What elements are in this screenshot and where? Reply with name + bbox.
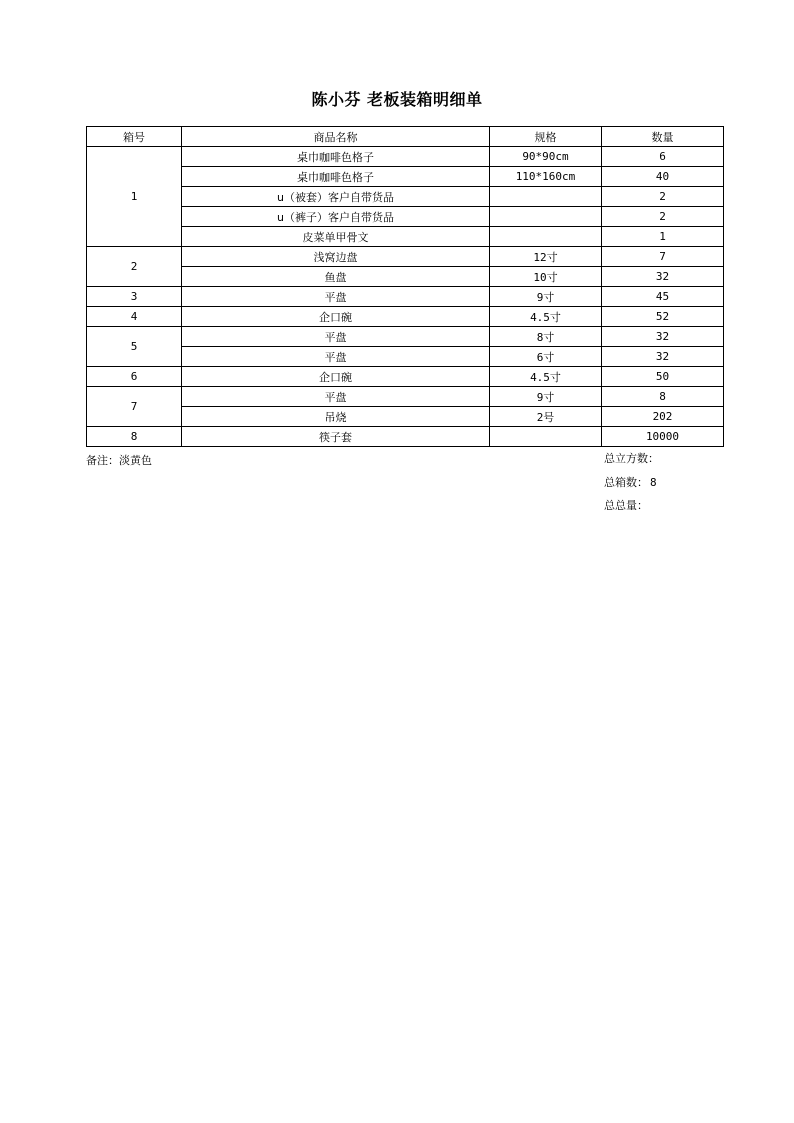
product-name-cell: 吊烧 <box>182 407 490 427</box>
spec-cell: 4.5寸 <box>490 367 602 387</box>
product-name-cell: 筷子套 <box>182 427 490 447</box>
table-row <box>87 267 724 287</box>
quantity-cell: 10000 <box>602 427 724 447</box>
document-title: 陈小芬 老板装箱明细单 <box>311 90 483 109</box>
product-name-cell: u（被套）客户自带货品 <box>182 187 490 207</box>
product-name-cell: 浅窝边盘 <box>182 247 490 267</box>
spec-cell: 2号 <box>490 407 602 427</box>
table-header-row <box>87 127 724 147</box>
spec-cell <box>490 187 602 207</box>
spec-cell: 90*90cm <box>490 147 602 167</box>
spec-cell: 9寸 <box>490 387 602 407</box>
product-name-cell: 企口碗 <box>182 367 490 387</box>
box-number-cell: 7 <box>87 387 182 427</box>
table-row <box>87 227 724 247</box>
box-number-cell: 1 <box>87 147 182 247</box>
header-spec: 规格 <box>490 127 602 147</box>
table-row <box>87 327 724 347</box>
total-boxes-label: 总箱数： <box>604 476 648 489</box>
box-number-cell: 2 <box>87 247 182 287</box>
remark <box>86 452 152 468</box>
remark-value: 淡黄色 <box>119 454 152 467</box>
quantity-cell: 7 <box>602 247 724 267</box>
total-boxes <box>604 474 657 490</box>
quantity-cell: 2 <box>602 207 724 227</box>
table-row <box>87 367 724 387</box>
table-row <box>87 347 724 367</box>
table-row <box>87 187 724 207</box>
spec-cell <box>490 207 602 227</box>
total-volume <box>604 450 661 466</box>
total-weight-label: 总总量： <box>604 499 648 512</box>
table-row <box>87 287 724 307</box>
product-name-cell: 皮菜单甲骨文 <box>182 227 490 247</box>
quantity-cell: 40 <box>602 167 724 187</box>
table-row <box>87 407 724 427</box>
product-name-cell: 鱼盘 <box>182 267 490 287</box>
table-row <box>87 167 724 187</box>
box-number-cell: 3 <box>87 287 182 307</box>
quantity-cell: 32 <box>602 347 724 367</box>
spec-cell: 10寸 <box>490 267 602 287</box>
table-row <box>87 147 724 167</box>
product-name-cell: 平盘 <box>182 387 490 407</box>
box-number-cell: 6 <box>87 367 182 387</box>
remark-label: 备注： <box>86 454 119 467</box>
table-row <box>87 387 724 407</box>
header-quantity: 数量 <box>602 127 724 147</box>
quantity-cell: 50 <box>602 367 724 387</box>
spec-cell: 12寸 <box>490 247 602 267</box>
quantity-cell: 2 <box>602 187 724 207</box>
table-body <box>87 147 724 447</box>
product-name-cell: u（裤子）客户自带货品 <box>182 207 490 227</box>
spec-cell <box>490 227 602 247</box>
table-row <box>87 427 724 447</box>
table-row <box>87 307 724 327</box>
quantity-cell: 32 <box>602 327 724 347</box>
quantity-cell: 45 <box>602 287 724 307</box>
box-number-cell: 8 <box>87 427 182 447</box>
product-name-cell: 企口碗 <box>182 307 490 327</box>
spec-cell: 110*160cm <box>490 167 602 187</box>
product-name-cell: 桌巾咖啡色格子 <box>182 167 490 187</box>
quantity-cell: 32 <box>602 267 724 287</box>
total-volume-label: 总立方数： <box>604 452 659 465</box>
table-row <box>87 207 724 227</box>
product-name-cell: 桌巾咖啡色格子 <box>182 147 490 167</box>
spec-cell: 9寸 <box>490 287 602 307</box>
spec-cell: 8寸 <box>490 327 602 347</box>
header-product-name: 商品名称 <box>182 127 490 147</box>
product-name-cell: 平盘 <box>182 347 490 367</box>
packing-list-table <box>86 126 724 447</box>
quantity-cell: 6 <box>602 147 724 167</box>
spec-cell: 6寸 <box>490 347 602 367</box>
spec-cell: 4.5寸 <box>490 307 602 327</box>
header-box-no: 箱号 <box>87 127 182 147</box>
box-number-cell: 5 <box>87 327 182 367</box>
table-row <box>87 247 724 267</box>
quantity-cell: 1 <box>602 227 724 247</box>
box-number-cell: 4 <box>87 307 182 327</box>
total-weight <box>604 497 650 513</box>
product-name-cell: 平盘 <box>182 287 490 307</box>
quantity-cell: 202 <box>602 407 724 427</box>
quantity-cell: 52 <box>602 307 724 327</box>
total-boxes-value: 8 <box>650 476 657 489</box>
spec-cell <box>490 427 602 447</box>
product-name-cell: 平盘 <box>182 327 490 347</box>
quantity-cell: 8 <box>602 387 724 407</box>
